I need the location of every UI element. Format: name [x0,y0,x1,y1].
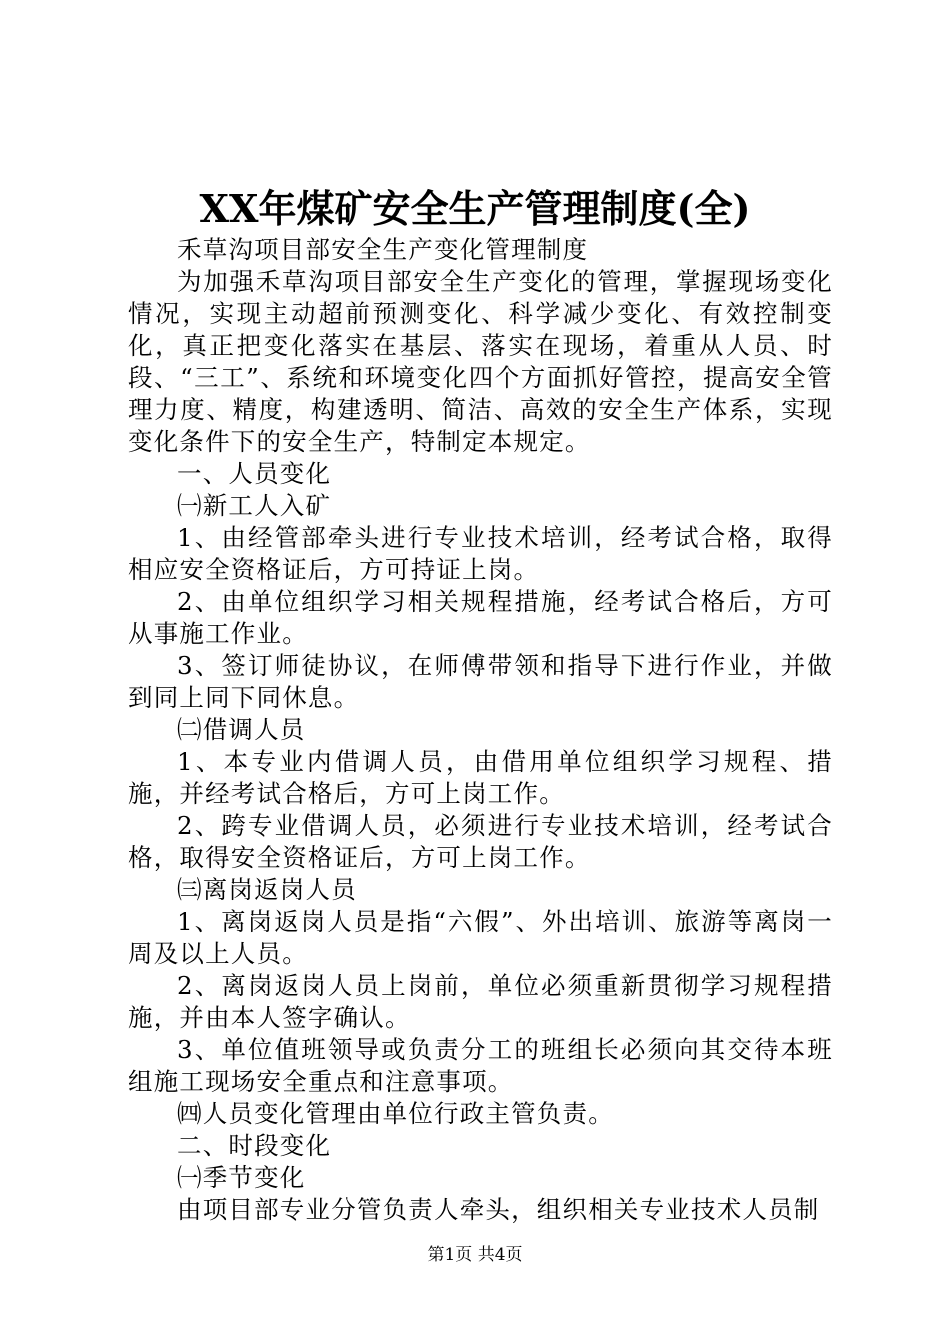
page-number: 第1页 共4页 [427,1245,523,1265]
paragraph: 为加强禾草沟项目部安全生产变化的管理，掌握现场变化情况，实现主动超前预测变化、科学减少变化、有效控制变化，真正把变化落实在基层、落实在现场，着重从人员、时段、“三工”、系统和环境变化四个方面抓好管控，提高安全管理力度、精度，构建透明、简洁、高效的安全生产体系，实现变化条件下的安全生产，特制定本规定。 [128,267,833,456]
paragraph: 2、由单位组织学习相关规程措施，经考试合格后，方可从事施工作业。 [128,587,833,648]
section-heading: 二、时段变化 [177,1131,332,1160]
subsection-heading: ㈡借调人员 [177,715,306,744]
paragraph: 3、单位值班领导或负责分工的班组长必须向其交待本班组施工现场安全重点和注意事项。 [128,1035,833,1096]
paragraph: 2、离岗返岗人员上岗前，单位必须重新贯彻学习规程措施，并由本人签字确认。 [128,971,833,1032]
page-footer [0,1243,950,1267]
paragraph: 由项目部专业分管负责人牵头，组织相关专业技术人员制 [177,1195,820,1224]
subsection-heading: ㈠新工人入矿 [177,491,332,520]
document-title: XX年煤矿安全生产管理制度(全) [199,186,751,231]
subsection-heading: ㈠季节变化 [177,1163,306,1192]
document-body [128,234,833,1226]
paragraph: 1、本专业内借调人员，由借用单位组织学习规程、措施，并经考试合格后，方可上岗工作。 [128,747,833,808]
section-heading: 一、人员变化 [177,459,332,488]
paragraph: 禾草沟项目部安全生产变化管理制度 [177,235,589,264]
subsection-heading: ㈢离岗返岗人员 [177,875,357,904]
paragraph: 3、签订师徒协议，在师傅带领和指导下进行作业，并做到同上同下同休息。 [128,651,833,712]
paragraph: ㈣人员变化管理由单位行政主管负责。 [177,1099,614,1128]
paragraph: 1、由经管部牵头进行专业技术培训，经考试合格，取得相应安全资格证后，方可持证上岗。 [128,523,833,584]
paragraph: 2、跨专业借调人员，必须进行专业技术培训，经考试合格，取得安全资格证后，方可上岗工作。 [128,811,833,872]
paragraph: 1、离岗返岗人员是指“六假”、外出培训、旅游等离岗一周及以上人员。 [128,907,833,968]
